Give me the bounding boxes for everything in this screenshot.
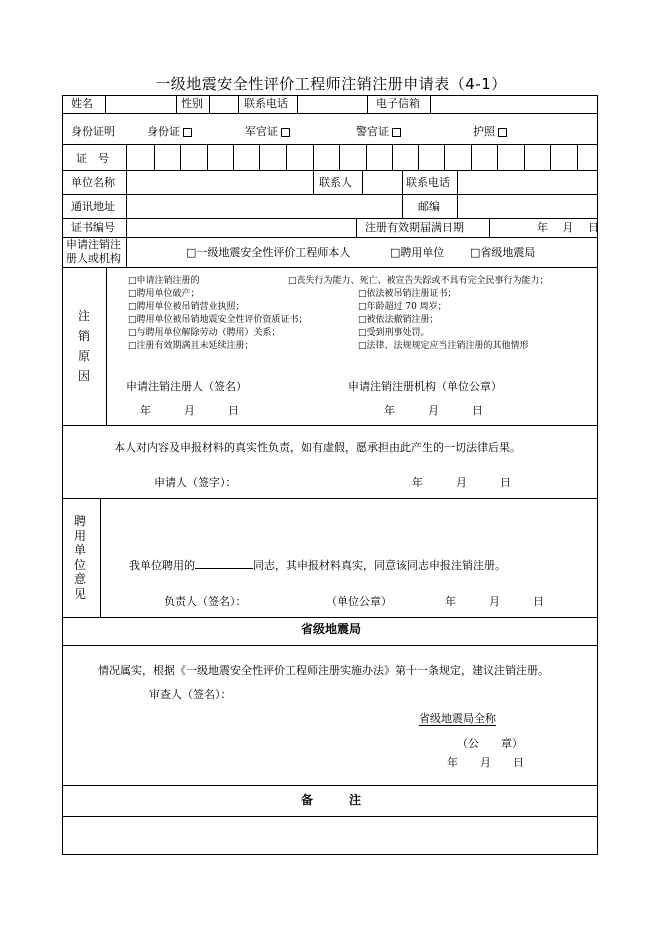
- reason-left-5[interactable]: □注册有效期满且未延续注册；: [128, 341, 254, 351]
- row-divider: [62, 425, 598, 426]
- declaration-sign-label: 申请人（签字）：: [154, 476, 237, 489]
- remarks-heading: 备 注: [300, 793, 361, 807]
- row-divider: [62, 170, 598, 171]
- id-option-officer[interactable]: 军官证: [245, 125, 290, 138]
- reasons-date-left: 年 月 日: [140, 404, 239, 417]
- address-label: 通讯地址: [71, 200, 115, 213]
- expiry-date-value: 年 月 日: [537, 221, 599, 234]
- row-divider: [62, 144, 598, 145]
- applicant-option-employer[interactable]: □聘用单位: [390, 246, 445, 259]
- form-title: 一级地震安全性评价工程师注销注册申请表（4-1）: [155, 75, 507, 93]
- declaration-date: 年 月 日: [412, 476, 511, 489]
- expiry-date-label: 注册有效期届满日期: [365, 221, 464, 234]
- row-divider: [62, 237, 598, 238]
- name-label: 姓名: [71, 97, 93, 110]
- reason-right-1[interactable]: □依法被吊销注册证书；: [358, 289, 457, 299]
- employer-opinion-text: 我单位聘用的 同志，其申报材料真实，同意该同志申报注销注册。: [129, 559, 506, 572]
- bureau-heading: 省级地震局: [300, 622, 361, 636]
- reasons-side-label: 注销原因: [77, 309, 90, 383]
- reasons-applicant-sign-label: 申请注销注册人（签名）: [126, 380, 247, 393]
- reason-left-4[interactable]: □与聘用单位解除劳动（聘用）关系；: [128, 328, 281, 338]
- id-option-passport[interactable]: 护照: [473, 125, 507, 138]
- row-divider: [62, 645, 598, 646]
- row-divider: [62, 218, 598, 219]
- reason-left-0[interactable]: □申请注销注册的: [128, 276, 200, 286]
- number-label: 证 号: [76, 152, 109, 165]
- reason-left-1[interactable]: □聘用单位破产；: [128, 289, 200, 299]
- reason-right-4[interactable]: □受到刑事处罚。: [358, 328, 430, 338]
- reasons-date-right: 年 月 日: [384, 404, 483, 417]
- employer-date: 年 月 日: [445, 595, 544, 608]
- reasons-institution-seal-label: 申请注销注册机构（单位公章）: [348, 380, 502, 393]
- remarks-field[interactable]: [64, 818, 596, 852]
- reason-right-0[interactable]: □丧失行为能力、死亡、被宣告失踪或不具有完全民事行为能力；: [288, 276, 549, 286]
- row-divider: [62, 194, 598, 195]
- row-divider: [62, 816, 598, 817]
- row-divider: [62, 785, 598, 786]
- employer-seal-label: （单位公章）: [326, 595, 392, 608]
- reason-right-2[interactable]: □年龄超过 70 周岁；: [358, 302, 447, 312]
- unit-name-label: 单位名称: [71, 176, 115, 189]
- bureau-fullname: 省级地震局全称: [419, 712, 496, 725]
- applicant-option-bureau[interactable]: □省级地震局: [470, 246, 536, 259]
- id-option-police[interactable]: 警官证: [356, 125, 401, 138]
- unit-phone-label: 联系电话: [406, 176, 450, 189]
- row-divider: [62, 113, 598, 114]
- row-divider: [62, 498, 598, 499]
- reason-right-5[interactable]: □法律、法规规定应当注销注册的其他情形: [358, 341, 529, 351]
- phone-label: 联系电话: [244, 97, 288, 110]
- row-divider: [62, 617, 598, 618]
- bureau-date: 年 月 日: [447, 756, 524, 769]
- applicant-type-label: 申请注销注 册人或机构: [66, 238, 121, 265]
- bureau-seal-label: （公 章）: [457, 737, 523, 750]
- reason-left-3[interactable]: □聘用单位被吊销地震安全性评价资质证书；: [128, 315, 308, 325]
- id-proof-label: 身份证明: [71, 125, 115, 138]
- email-label: 电子信箱: [376, 97, 420, 110]
- declaration-text: 本人对内容及申报材料的真实性负责，如有虚假，愿承担由此产生的一切法律后果。: [114, 441, 521, 454]
- employer-sign-label: 负责人（签名）：: [164, 595, 247, 608]
- gender-label: 性别: [181, 97, 203, 110]
- reason-left-2[interactable]: □聘用单位被吊销营业执照；: [128, 302, 245, 312]
- contact-person-label: 联系人: [319, 176, 352, 189]
- id-option-idcard[interactable]: 身份证: [147, 125, 192, 138]
- bureau-opinion-text: 情况属实，根据《一级地震安全性评价工程师注册实施办法》第十一条规定，建议注销注册。: [98, 664, 549, 677]
- row-divider: [62, 267, 598, 268]
- bureau-reviewer-label: 审查人（签名）：: [149, 688, 232, 701]
- employee-name-blank[interactable]: [195, 557, 253, 569]
- zip-label: 邮编: [418, 200, 440, 213]
- employer-side-label: 聘用单位意见: [73, 514, 86, 601]
- cert-number-label: 证书编号: [71, 221, 115, 234]
- reason-right-3[interactable]: □被依法撤销注册；: [358, 315, 439, 325]
- applicant-option-engineer[interactable]: □一级地震安全性评价工程师本人: [186, 246, 351, 259]
